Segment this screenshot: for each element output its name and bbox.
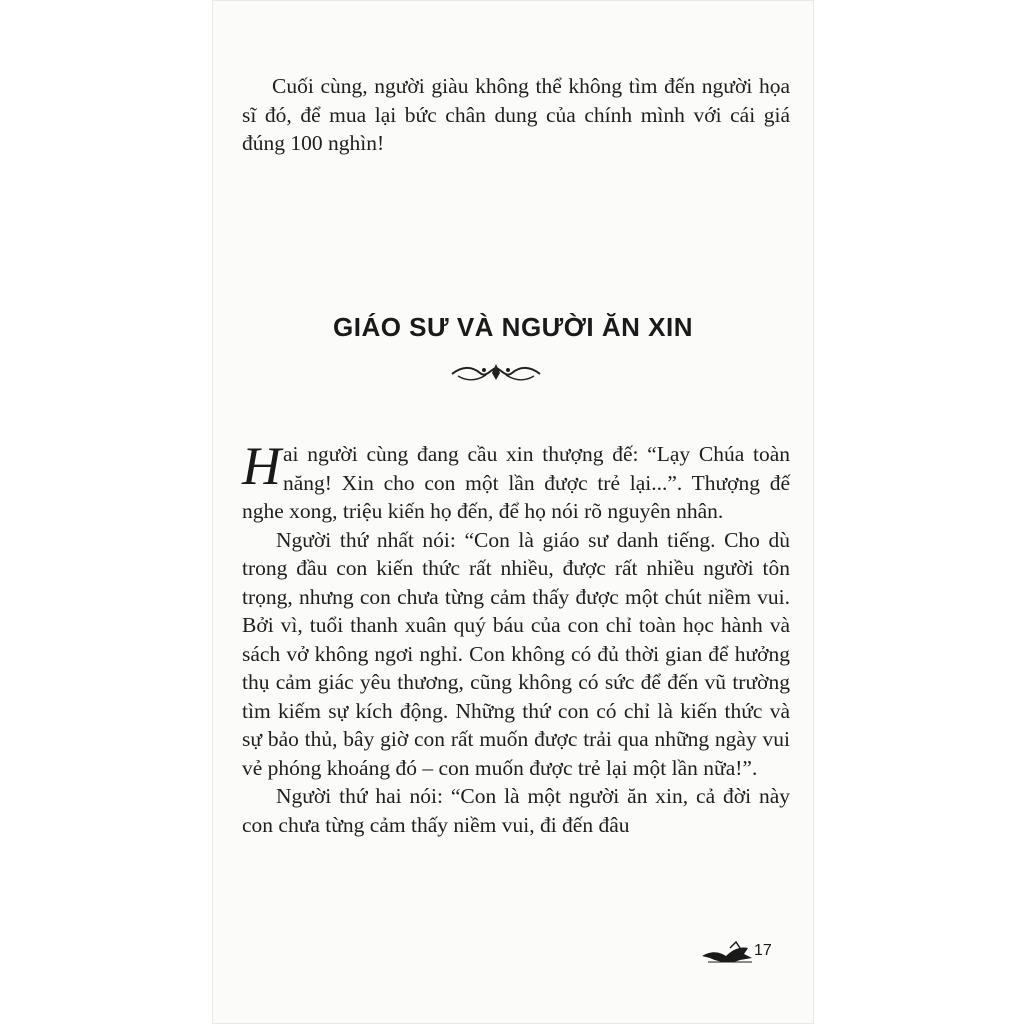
intro-paragraph: Cuối cùng, người giàu không thể không tìm đến người họa sĩ đó, để mua lại bức chân dung của chính mình với cái giá đúng 100 nghìn! [242, 74, 790, 155]
paragraph-3: Người thứ hai nói: “Con là một người ăn xin, cả đời này con chưa từng cảm thấy niềm vui, đi đến đâu [242, 784, 790, 837]
paragraph-1-text: ai người cùng đang cầu xin thượng đế: “Lạy Chúa toàn năng! Xin cho con một lần được trẻ lại...”. Thượng đế nghe xong, triệu kiến họ đến, để họ nói rõ nguyên nhân. [242, 442, 790, 523]
page-number: 17 [754, 942, 772, 959]
book-page [212, 0, 814, 1024]
paragraph-2: Người thứ nhất nói: “Con là giáo sư danh tiếng. Cho dù trong đầu con kiến thức rất nhiều, được rất nhiều người tôn trọng, nhưng con chưa từng cảm thấy được một chút niềm vui. Bởi vì, tuổi thanh xuân quý báu của con chỉ toàn học hành và sách vở không ngơi nghỉ. Con không có đủ thời gian để hưởng thụ cảm giác yêu thương, cũng không có sức để đến vũ trường tìm kiếm sự kích động. Những thứ con có chỉ là kiến thức và sự bảo thủ, bây giờ con rất muốn được trải qua những ngày vui vẻ phóng khoáng đó – con muốn được trẻ lại một lần nữa!”. [242, 527, 790, 780]
story-title: GIÁO SƯ VÀ NGƯỜI ĂN XIN [333, 312, 693, 342]
title-flourish-icon [448, 360, 544, 386]
drop-cap: H [242, 436, 281, 496]
paragraph-1 [242, 436, 790, 526]
story-body [242, 436, 790, 839]
